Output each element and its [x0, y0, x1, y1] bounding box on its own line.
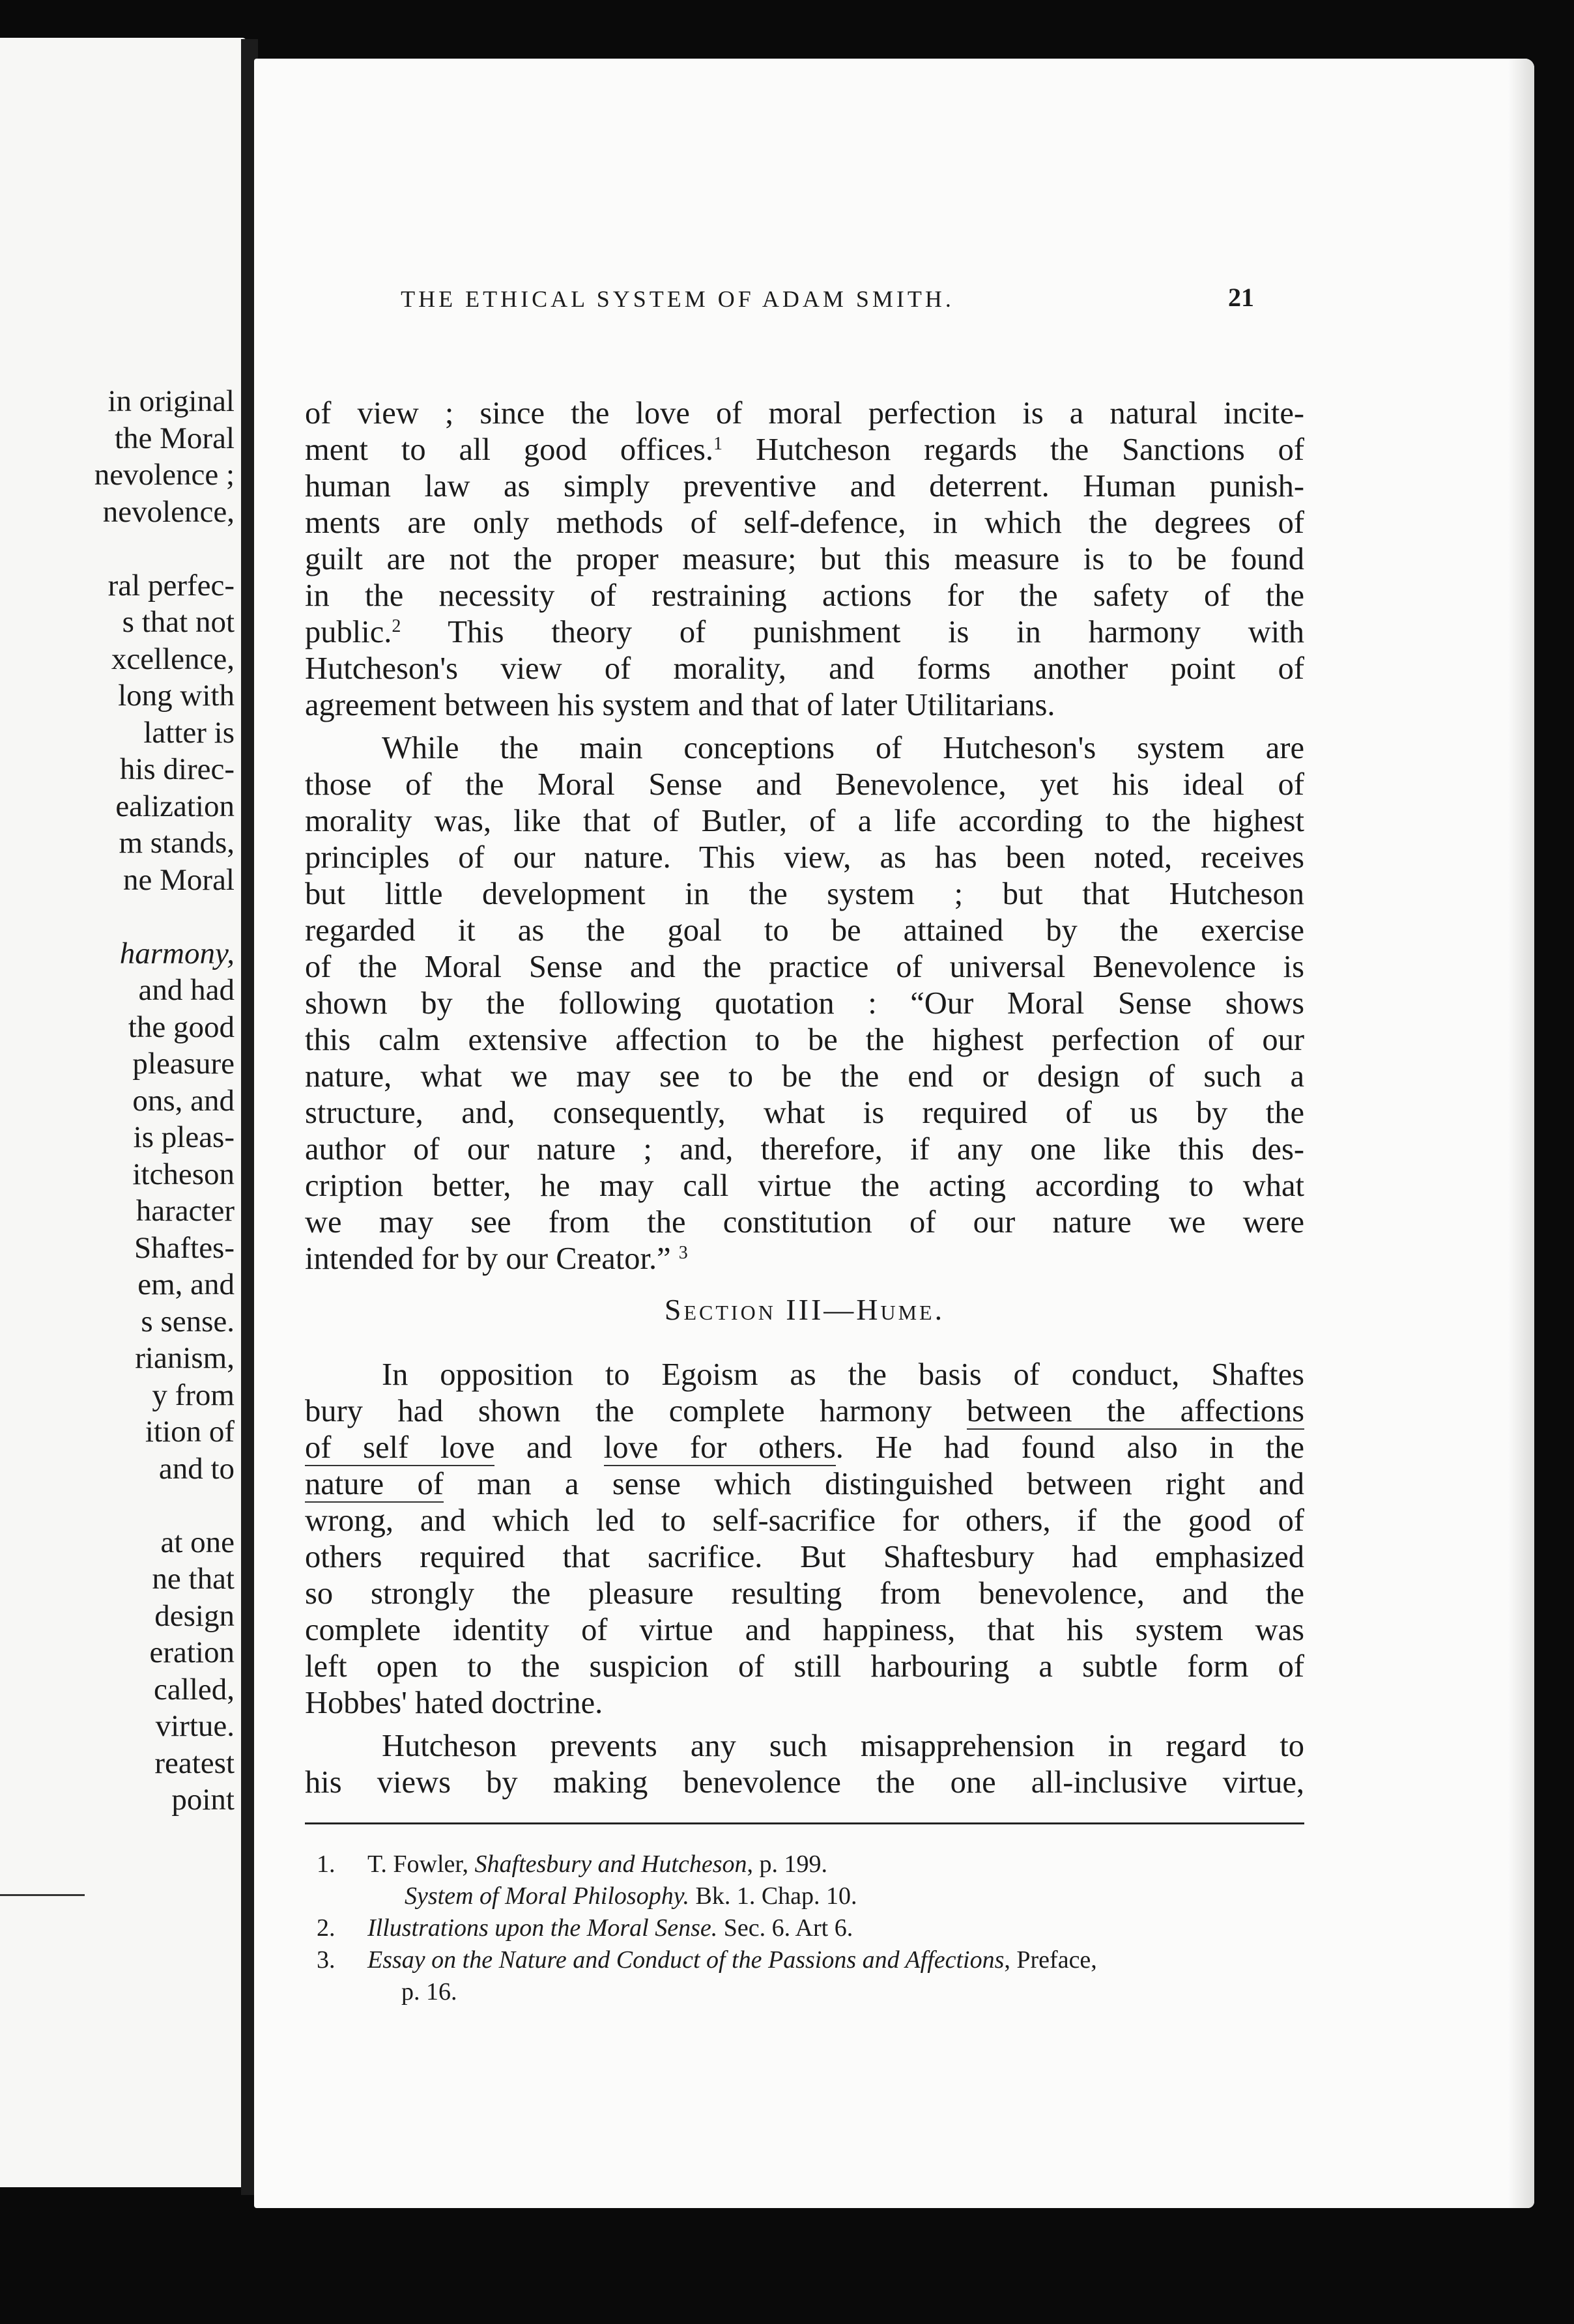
- left-page-line: virtue.: [155, 1709, 235, 1743]
- footnotes: [317, 1849, 1307, 2008]
- text-line: of the Moral Sense and the practice of universal Benevolence is: [305, 950, 1304, 984]
- footnote-3: 3. Essay on the Nature and Conduct of the Passions and Affections, Preface,: [317, 1946, 1097, 1974]
- text-line: guilt are not the proper measure; but this measure is to be found: [305, 542, 1304, 576]
- text-line: regarded it as the goal to be attained by the exercise: [305, 913, 1304, 948]
- left-page-line: eration: [149, 1636, 235, 1669]
- left-footnote-rule: [0, 1894, 85, 1896]
- left-page-line: ition of: [145, 1415, 235, 1449]
- left-page-line: s sense.: [141, 1304, 235, 1339]
- footnote-2: 2. Illustrations upon the Moral Sense. Sec. 6. Art 6.: [317, 1914, 853, 1942]
- left-page-line: the good: [128, 1010, 235, 1044]
- text-line: public.$^2$ This theory of punishment is in harmony with: [305, 615, 1304, 649]
- left-page-line: [0, 1487, 235, 1524]
- text-line: structure, and, consequently, what is required of us by the: [305, 1096, 1304, 1130]
- text-line: Hutcheson's view of morality, and forms another point of: [305, 651, 1304, 686]
- footnote-ref-3: 3: [678, 1243, 688, 1263]
- left-page-text: [0, 383, 235, 1819]
- left-page-line: pleasure: [132, 1047, 235, 1081]
- pencil-underline: nature of: [305, 1467, 444, 1503]
- text-line: ment to all good offices.$^1$ Hutcheson regards the Sanctions of: [305, 432, 1304, 467]
- text-line: this calm extensive affection to be the highest perfection of our: [305, 1023, 1304, 1057]
- text-line: his views by making benevolence the one all-inclusive virtue,: [305, 1765, 1304, 1800]
- left-page-line: is pleas-: [133, 1120, 235, 1154]
- text-line: others required that sacrifice. But Shaftesbury had emphasized: [305, 1540, 1304, 1574]
- text-line: morality was, like that of Butler, of a life according to the highest: [305, 804, 1304, 838]
- left-page-line: [0, 898, 235, 935]
- left-page-line: called,: [154, 1672, 235, 1707]
- text-line: ments are only methods of self-defence, in which the degrees of: [305, 505, 1304, 540]
- left-page-line: m stands,: [119, 826, 235, 860]
- left-page-line: nevolence ;: [94, 458, 235, 492]
- left-page-line: reatest: [154, 1746, 235, 1780]
- text-line: wrong, and which led to self-sacrifice for others, if the good of: [305, 1503, 1304, 1538]
- text-line: intended for by our Creator.” $^3$: [305, 1241, 688, 1276]
- left-page-line: y from: [152, 1378, 235, 1412]
- text-line: human law as simply preventive and deterrent. Human punish-: [305, 469, 1304, 503]
- left-page-line: ral perfec-: [107, 568, 235, 602]
- footnote-3-cont: p. 16.: [401, 1978, 457, 2005]
- text-line: in the necessity of restraining actions for the safety of the: [305, 578, 1304, 613]
- left-page-line: latter is: [143, 715, 235, 750]
- footnote-rule: [305, 1822, 1304, 1824]
- section-heading: Section III—Hume.: [664, 1293, 945, 1326]
- left-page-line: harmony,: [119, 936, 235, 971]
- page-number: 21: [1228, 283, 1254, 312]
- left-page-line: at one: [160, 1525, 235, 1559]
- left-page-line: [0, 530, 235, 567]
- left-page-line: haracter: [136, 1194, 235, 1228]
- text-line: bury had shown the complete harmony between the affections: [305, 1393, 1304, 1430]
- text-line: Hobbes' hated doctrine.: [305, 1686, 603, 1720]
- left-page-line: xcellence,: [111, 642, 235, 676]
- left-page-line: rianism,: [135, 1341, 235, 1375]
- page-edge-shade: [1508, 59, 1534, 2208]
- left-page-line: s that not: [122, 605, 235, 639]
- left-page-line: ons, and: [132, 1083, 235, 1118]
- text-line: While the main conceptions of Hutcheson's system are: [382, 731, 1304, 765]
- left-page-line: long with: [118, 679, 235, 713]
- pencil-underline: of self love: [305, 1430, 494, 1466]
- text-line: author of our nature ; and, therefore, if any one like this des-: [305, 1132, 1304, 1167]
- left-page-line: ne Moral: [123, 862, 235, 897]
- left-page-line: his direc-: [119, 752, 235, 786]
- left-page-line: ealization: [115, 789, 235, 823]
- footnote-1-cont: System of Moral Philosophy. Bk. 1. Chap. 10.: [405, 1882, 857, 1910]
- text-line: complete identity of virtue and happiness, that his system was: [305, 1613, 1304, 1647]
- text-line: principles of our nature. This view, as has been noted, receives: [305, 840, 1304, 875]
- left-page-line: itcheson: [132, 1157, 235, 1191]
- left-page-line: design: [154, 1598, 235, 1633]
- footnote-1: 1. T. Fowler, Shaftesbury and Hutcheson, p. 199.: [317, 1850, 827, 1878]
- text-line: those of the Moral Sense and Benevolence, yet his ideal of: [305, 767, 1304, 802]
- left-page-line: and had: [138, 973, 235, 1007]
- pencil-underline: between the affections: [967, 1394, 1304, 1430]
- footnote-ref-1: 1: [713, 434, 723, 454]
- left-page-line: point: [171, 1783, 235, 1817]
- running-head: THE ETHICAL SYSTEM OF ADAM SMITH.: [401, 286, 954, 312]
- text-line: shown by the following quotation : “Our Moral Sense shows: [305, 986, 1304, 1021]
- text-line: but little development in the system ; but that Hutcheson: [305, 877, 1304, 911]
- text-line: nature of man a sense which distinguished between right and: [305, 1466, 1304, 1503]
- left-page-line: and to: [158, 1451, 235, 1486]
- left-page-line: in original: [107, 384, 235, 418]
- text-line: left open to the suspicion of still harbouring a subtle form of: [305, 1649, 1304, 1684]
- text-line: of view ; since the love of moral perfection is a natural incite-: [305, 396, 1304, 431]
- text-line: nature, what we may see to be the end or design of such a: [305, 1059, 1304, 1094]
- text-line: Hutcheson prevents any such misapprehension in regard to: [382, 1729, 1304, 1763]
- left-page-line: ne that: [152, 1562, 235, 1596]
- text-line: agreement between his system and that of later Utilitarians.: [305, 688, 1055, 722]
- text-line: cription better, he may call virtue the acting according to what: [305, 1169, 1304, 1203]
- left-page: [0, 38, 246, 2187]
- pencil-underline: love for others: [604, 1430, 836, 1466]
- left-page-line: Shaftes-: [134, 1230, 235, 1265]
- text-line: so strongly the pleasure resulting from benevolence, and the: [305, 1576, 1304, 1611]
- left-page-line: em, and: [137, 1268, 235, 1301]
- left-page-line: nevolence,: [102, 494, 235, 529]
- text-line: of self love and love for others. He had found also in the: [305, 1430, 1304, 1466]
- left-page-line: the Moral: [114, 421, 235, 455]
- footnote-ref-2: 2: [392, 616, 401, 636]
- body-text: [305, 395, 1304, 1801]
- text-line: we may see from the constitution of our nature we were: [305, 1205, 1304, 1240]
- text-line: In opposition to Egoism as the basis of conduct, Shaftes: [382, 1357, 1304, 1392]
